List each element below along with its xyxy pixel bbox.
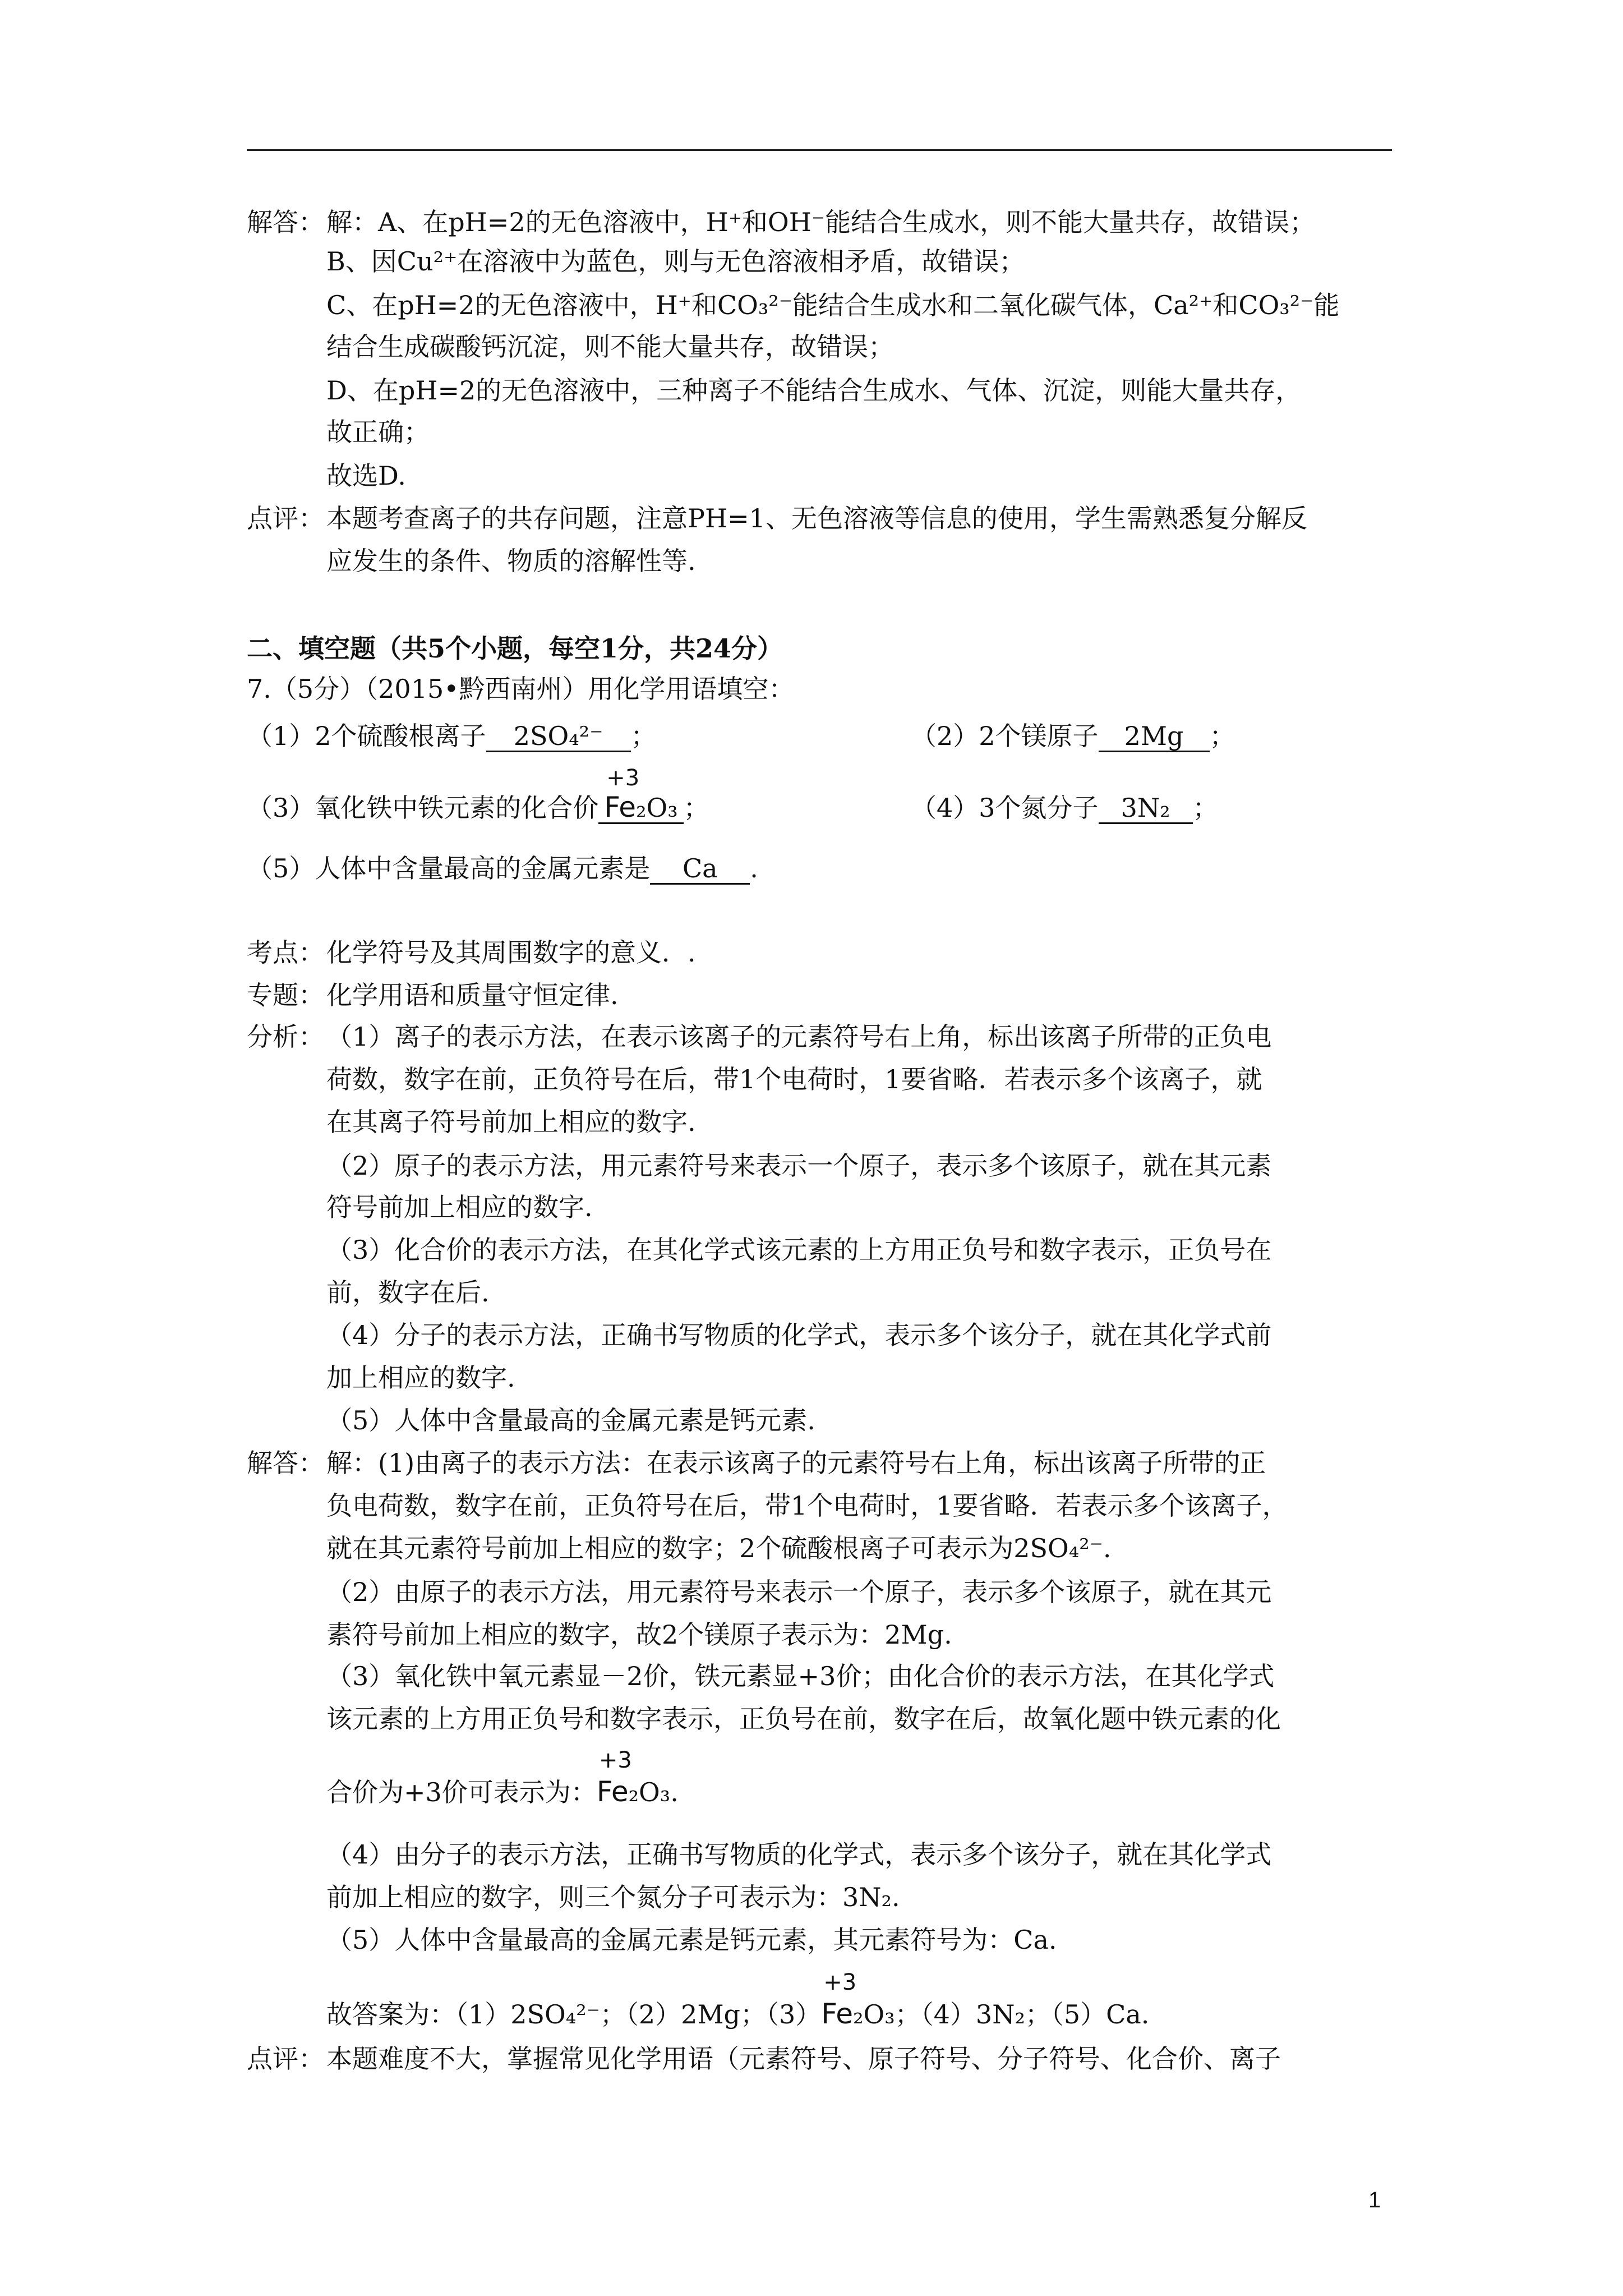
answer-line: （4）由分子的表示方法，正确书写物质的化学式，表示多个该分子，就在其化学式 [326, 1839, 1272, 1870]
answer-line: B、因Cu²⁺在溶液中为蓝色，则与无色溶液相矛盾，故错误； [326, 246, 1025, 277]
answer-label: 解答： [247, 207, 324, 237]
analysis-line: 荷数，数字在前，正负符号在后，带1个电荷时，1要省略．若表示多个该离子，就 [326, 1064, 1262, 1094]
analysis-line: 加上相应的数字. [326, 1363, 515, 1393]
answer-line: 该元素的上方用正负号和数字表示，正负号在前，数字在后，故氧化题中铁元素的化 [326, 1704, 1281, 1734]
valence-formula: +3 Fe [604, 765, 640, 823]
answer-line: （5）人体中含量最高的金属元素是钙元素，其元素符号为：Ca. [326, 1925, 1057, 1955]
answer-blank: Ca [650, 854, 750, 885]
answer-line: 素符号前加上相应的数字，故2个镁原子表示为：2Mg. [326, 1619, 952, 1650]
analysis-line: （5）人体中含量最高的金属元素是钙元素. [326, 1405, 815, 1435]
answer-line: 故正确； [326, 417, 430, 447]
valence-formula: +3 Fe [596, 1747, 632, 1808]
question-part: （3）氧化铁中铁元素的化合价 +3 Fe₂O₃ ； [247, 765, 709, 823]
answer-blank: 3N₂ [1099, 793, 1193, 824]
answer-line: C、在pH=2的无色溶液中，H⁺和CO₃²⁻能结合生成水和二氧化碳气体，Ca²⁺和CO₃²⁻能 [326, 290, 1340, 320]
answer-label: 解答： [247, 1448, 324, 1478]
answer-line: 结合生成碳酸钙沉淀，则不能大量共存，故错误； [326, 332, 894, 362]
analysis-line: （3）化合价的表示方法，在其化学式该元素的上方用正负号和数字表示，正负号在 [326, 1235, 1272, 1265]
answer-line: 故选D. [326, 461, 406, 491]
comment-label: 点评： [247, 2044, 324, 2074]
answer-line: （2）由原子的表示方法，用元素符号来表示一个原子，表示多个该原子，就在其元 [326, 1577, 1272, 1607]
question-part: （5）人体中含量最高的金属元素是 Ca . [247, 853, 758, 884]
analysis-line: 符号前加上相应的数字. [326, 1192, 593, 1222]
comment-line: 点评：本题难度不大，掌握常见化学用语（元素符号、原子符号、分子符号、化合价、离子 [247, 2042, 1281, 2076]
question-part: （4）3个氮分子 3N₂ ； [911, 793, 1219, 823]
final-answer-line: 故答案为：（1）2SO₄²⁻；（2）2Mg；（3） +3 Fe₂O₃；（4）3N₂；（5）Ca. [326, 1970, 1150, 2030]
answer-line: 解答：解：(1)由离子的表示方法：在表示该离子的元素符号右上角，标出该离子所带的正 [247, 1446, 1266, 1480]
question-part: （2）2个镁原子 2Mg ； [911, 721, 1235, 751]
answer-blank: 2Mg [1099, 721, 1210, 752]
header-rule [247, 149, 1392, 151]
answer-line: 前加上相应的数字，则三个氮分子可表示为：3N₂. [326, 1882, 900, 1912]
analysis-label: 分析： [247, 1022, 324, 1052]
analysis-line: （4）分子的表示方法，正确书写物质的化学式，表示多个该分子，就在其化学式前 [326, 1320, 1272, 1350]
page-number: 1 [1368, 2188, 1381, 2212]
analysis-line: 前，数字在后. [326, 1277, 490, 1308]
answer-line: D、在pH=2的无色溶液中，三种离子不能结合生成水、气体、沉淀，则能大量共存， [326, 375, 1302, 406]
comment-line: 应发生的条件、物质的溶解性等. [326, 546, 696, 576]
analysis-line: 在其离子符号前加上相应的数字. [326, 1107, 696, 1137]
valence-formula: +3 Fe [821, 1970, 857, 2030]
analysis-line: 分析：（1）离子的表示方法，在表示该离子的元素符号右上角，标出该离子所带的正负电 [247, 1020, 1271, 1053]
analysis-line: （2）原子的表示方法，用元素符号来表示一个原子，表示多个该原子，就在其元素 [326, 1151, 1272, 1181]
comment-label: 点评： [247, 503, 324, 533]
comment-line: 点评：本题考查离子的共存问题，注意PH=1、无色溶液等信息的使用，学生需熟悉复分解反 [247, 501, 1307, 535]
answer-line: 合价为+3价可表示为： +3 Fe₂O₃. [326, 1747, 679, 1808]
question-part: （1）2个硫酸根离子 2SO₄²⁻ ； [247, 721, 657, 751]
answer-line: 解答：解：A、在pH=2的无色溶液中，H⁺和OH⁻能结合生成水，则不能大量共存，故错误； [247, 205, 1315, 239]
question-stem: 7.（5分）（2015•黔西南州）用化学用语填空： [247, 674, 795, 704]
zhuanti-line: 专题：化学用语和质量守恒定律. [247, 980, 619, 1010]
answer-blank: 2SO₄²⁻ [486, 721, 631, 752]
answer-line: （3）氧化铁中氧元素显－2价，铁元素显+3价；由化合价的表示方法，在其化学式 [326, 1661, 1275, 1691]
section-heading: 二、填空题（共5个小题，每空1分，共24分） [247, 633, 783, 664]
answer-line: 就在其元素符号前加上相应的数字；2个硫酸根离子可表示为2SO₄²⁻. [326, 1533, 1112, 1563]
kaodian-line: 考点：化学符号及其周围数字的意义．. [247, 937, 696, 968]
answer-blank: +3 Fe₂O₃ [598, 793, 683, 824]
answer-line: 负电荷数，数字在前，正负符号在后，带1个电荷时，1要省略．若表示多个该离子， [326, 1490, 1288, 1521]
